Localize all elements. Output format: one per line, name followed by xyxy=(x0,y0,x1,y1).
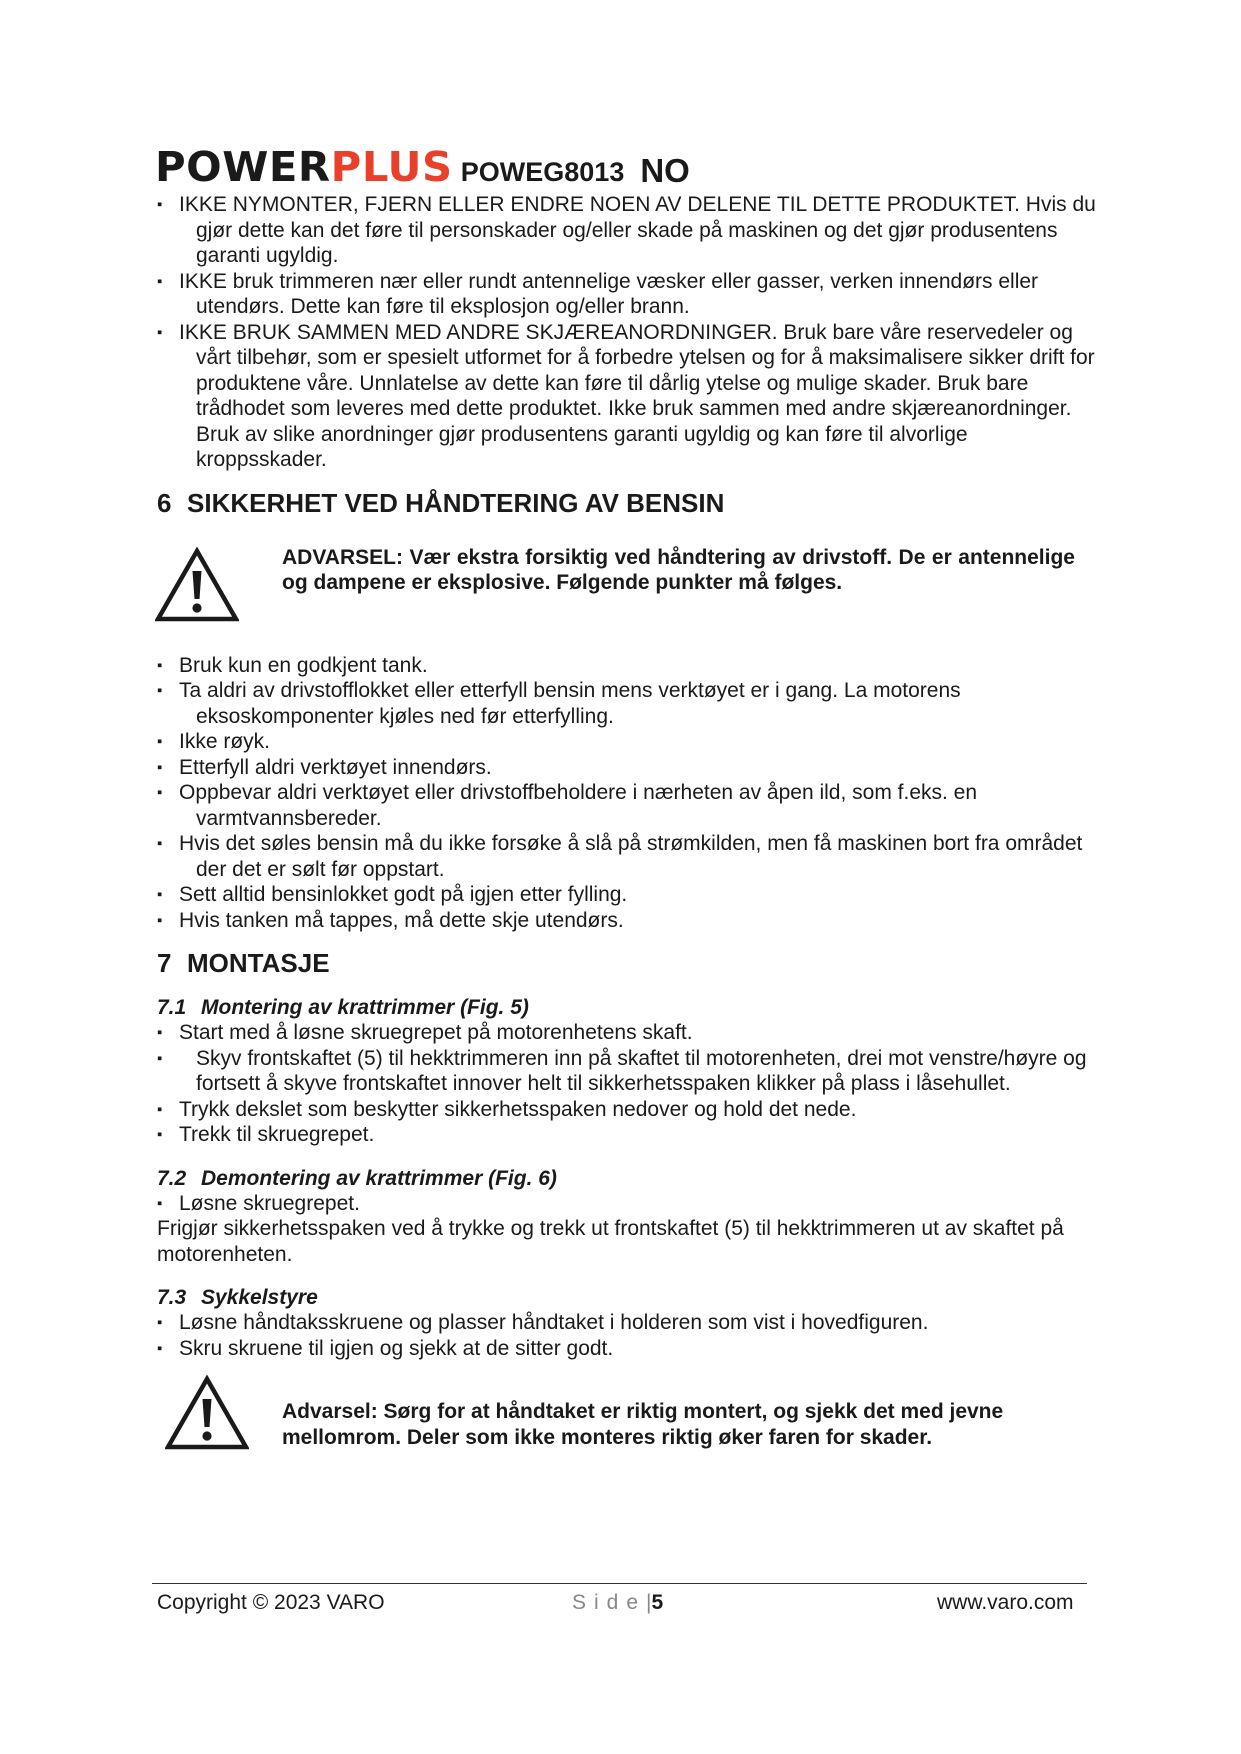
subsection-heading-7-1 xyxy=(157,995,1097,1020)
section-title: SIKKERHET VED HÅNDTERING AV BENSIN xyxy=(187,487,725,518)
list-item: ▪ Løsne håndtaksskruene og plasser håndtaket i holderen som vist i hovedfiguren. xyxy=(157,1310,1097,1336)
list-item: ▪ Hvis det søles bensin må du ikke forsøke å slå på strømkilden, men få maskinen bort fra området der det er sølt før oppstart. xyxy=(157,831,1097,882)
handlebar-steps-list xyxy=(157,1310,1097,1361)
list-item: ▪ Ta aldri av drivstofflokket eller etterfyll bensin mens verktøyet er i gang. La motorens eksoskomponenter kjøles ned før etterfylling. xyxy=(157,678,1097,729)
warning-text: Advarsel: Sørg for at håndtaket er riktig montert, og sjekk det med jevne mellomrom. Deler som ikke monteres riktig øker faren for skader. xyxy=(282,1400,1004,1449)
list-item: ▪ Hvis tanken må tappes, må dette skje utendørs. xyxy=(157,908,1097,934)
logo-power-text: POWER xyxy=(155,143,331,191)
powerplus-logo xyxy=(155,143,453,191)
list-item: ▪ Trykk dekslet som beskytter sikkerhetsspaken nedover og hold det nede. xyxy=(157,1097,1097,1123)
list-item: ▪ Skyv frontskaftet (5) til hekktrimmeren inn på skaftet til motorenheten, drei mot venstre/høyre og fortsett å skyve frontskaftet innover helt til sikkerhetsspaken klikker på plass i låsehullet. xyxy=(157,1046,1097,1097)
logo-plus-text: PLUS xyxy=(330,143,453,191)
section-heading-6 xyxy=(157,487,1097,519)
subsection-heading-7-3 xyxy=(157,1285,1097,1310)
page-label: Side xyxy=(572,1591,647,1614)
page-content xyxy=(157,192,1097,1451)
list-item: ▪ Bruk kun en godkjent tank. xyxy=(157,653,1097,679)
page-header xyxy=(155,143,690,191)
list-item: ▪ Løsne skruegrepet. xyxy=(157,1191,1097,1217)
footer-page-indicator xyxy=(572,1590,663,1615)
list-item: ▪ Sett alltid bensinlokket godt på igjen etter fylling. xyxy=(157,882,1097,908)
fuel-warning xyxy=(157,545,1097,623)
list-item: ▪ Skru skruene til igjen og sjekk at de sitter godt. xyxy=(157,1336,1097,1362)
section-title: MONTASJE xyxy=(187,948,330,978)
language-code: NO xyxy=(640,152,690,189)
subsection-title: Montering av krattrimmer (Fig. 5) xyxy=(201,996,529,1019)
section-number: 7 xyxy=(157,948,172,978)
list-item: ▪ Etterfyll aldri verktøyet innendørs. xyxy=(157,755,1097,781)
footer-copyright: Copyright © 2023 VARO xyxy=(157,1591,385,1614)
footer-website-link[interactable]: www.varo.com xyxy=(937,1591,1074,1614)
list-item: ▪ IKKE NYMONTER, FJERN ELLER ENDRE NOEN AV DELENE TIL DETTE PRODUKTET. Hvis du gjør dette kan det føre til personskader og/eller skade på maskinen og det gjør produsentens garanti ugyldig. xyxy=(157,192,1097,269)
list-item: ▪ Trekk til skruegrepet. xyxy=(157,1122,1097,1148)
intro-list xyxy=(157,192,1097,473)
warning-triangle-icon xyxy=(165,1375,249,1451)
section-number: 6 xyxy=(157,487,172,518)
list-item: ▪ IKKE bruk trimmeren nær eller rundt antennelige væsker eller gasser, verken innendørs eller utendørs. Dette kan føre til eksplosjon og/eller brann. xyxy=(157,269,1097,320)
subsection-number: 7.3 xyxy=(157,1286,187,1309)
page-separator: | xyxy=(646,1591,652,1614)
dismount-paragraph: Frigjør sikkerhetsspaken ved å trykke og trekk ut frontskaftet (5) til hekktrimmeren ut av skaftet på motorenheten. xyxy=(157,1217,1064,1266)
warning-text: ADVARSEL: Vær ekstra forsiktig ved håndtering av drivstoff. De er antennelige og dampene er eksplosive. Følgende punkter må følges. xyxy=(282,545,1075,594)
subsection-title: Sykkelstyre xyxy=(201,1286,318,1309)
subsection-title: Demontering av krattrimmer (Fig. 6) xyxy=(201,1166,557,1190)
subsection-number: 7.2 xyxy=(157,1166,187,1190)
warning-triangle-icon xyxy=(155,547,239,623)
mounting-steps-list xyxy=(157,1020,1097,1148)
section-heading-7 xyxy=(157,947,1097,979)
model-number: POWEG8013 xyxy=(460,157,625,187)
subsection-number: 7.1 xyxy=(157,996,187,1019)
subsection-heading-7-2 xyxy=(157,1166,1097,1191)
footer-divider xyxy=(152,1583,1087,1584)
list-item: ▪ Start med å løsne skruegrepet på motorenhetens skaft. xyxy=(157,1020,1097,1046)
handlebar-warning xyxy=(157,1375,1097,1451)
page-number: 5 xyxy=(651,1591,664,1614)
fuel-safety-list xyxy=(157,653,1097,934)
list-item: ▪ Oppbevar aldri verktøyet eller drivstoffbeholdere i nærheten av åpen ild, som f.eks. en varmtvannsbereder. xyxy=(157,780,1097,831)
list-item: ▪ Ikke røyk. xyxy=(157,729,1097,755)
list-item: ▪ IKKE BRUK SAMMEN MED ANDRE SKJÆREANORDNINGER. Bruk bare våre reservedeler og vårt tilbehør, som er spesielt utformet for å forbedre ytelsen og for å maksimalisere sikker drift for produktene våre. Unnlatelse av dette kan føre til dårlig ytelse og mulige skader. Bruk bare trådhodet som leveres med dette produktet. Ikke bruk sammen med andre skjæreanordninger. Bruk av slike anordninger gjør produsentens garanti ugyldig og kan føre til alvorlige kroppsskader. xyxy=(157,320,1097,473)
dismount-steps-list xyxy=(157,1191,1097,1217)
